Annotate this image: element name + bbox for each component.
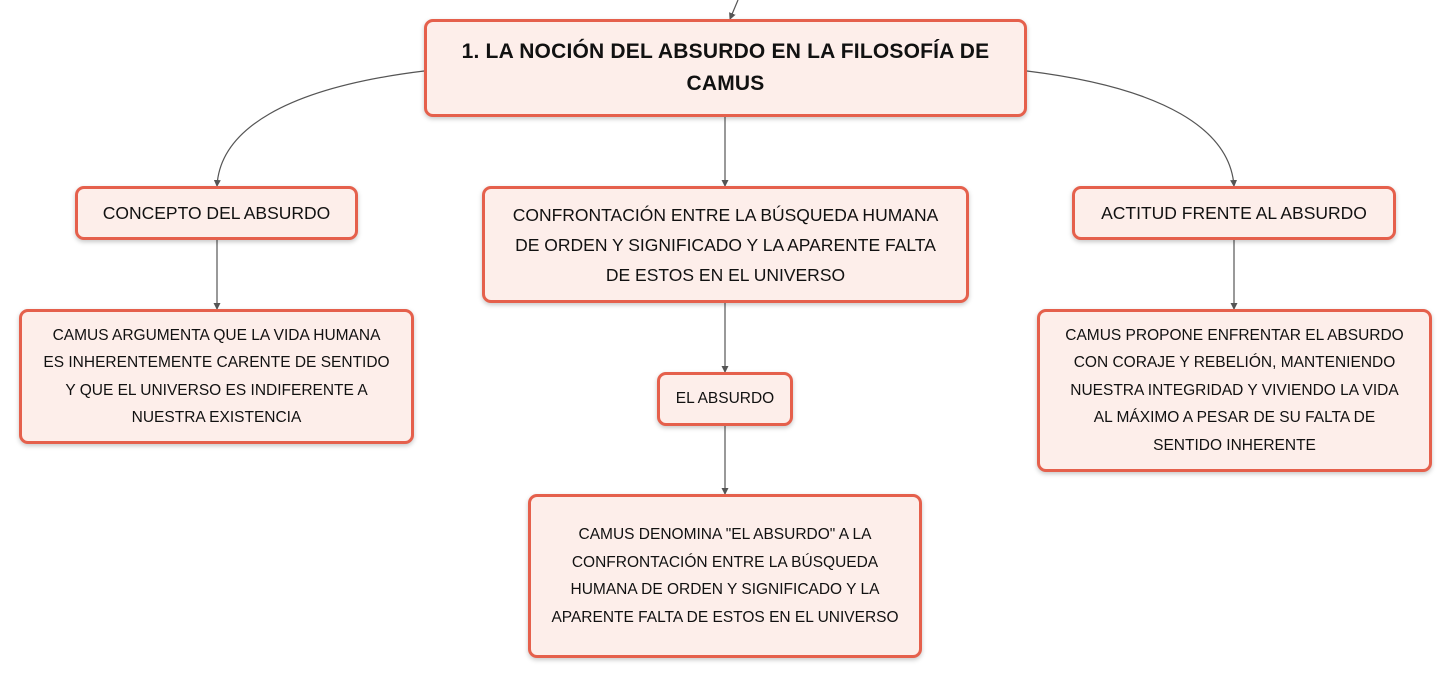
topic-actitud-label: ACTITUD FRENTE AL ABSURDO bbox=[1101, 203, 1367, 223]
subtopic-camus-denomina[interactable] bbox=[528, 494, 922, 658]
topic-confrontacion-label: CONFRONTACIÓN ENTRE LA BÚSQUEDA HUMANA DE ORDEN Y SIGNIFICADO Y LA APARENTE FALTA DE ESTOS EN EL UNIVERSO bbox=[512, 204, 939, 285]
topic-actitud-frente-al-absurdo[interactable] bbox=[1072, 186, 1396, 240]
connector-incoming bbox=[730, 0, 738, 19]
topic-confrontacion[interactable] bbox=[482, 186, 969, 303]
subtopic-denomina-label: CAMUS DENOMINA "EL ABSURDO" A LA CONFRONTACIÓN ENTRE LA BÚSQUEDA HUMANA DE ORDEN Y SIGNIFICADO Y LA APARENTE FALTA DE ESTOS EN EL UNIVERSO bbox=[551, 526, 899, 626]
root-topic-node[interactable] bbox=[424, 19, 1027, 117]
subtopic-el-absurdo[interactable] bbox=[657, 372, 793, 426]
connector-root-concepto bbox=[217, 71, 424, 186]
subtopic-propone-label: CAMUS PROPONE ENFRENTAR EL ABSURDO CON CORAJE Y REBELIÓN, MANTENIENDO NUESTRA INTEGRIDAD Y VIVIENDO LA VIDA AL MÁXIMO A PESAR DE SU FALTA DE SENTIDO INHERENTE bbox=[1065, 326, 1404, 454]
subtopic-vida-carente-de-sentido[interactable] bbox=[19, 309, 414, 444]
subtopic-absurdo-label: EL ABSURDO bbox=[675, 390, 775, 408]
topic-concepto-del-absurdo[interactable] bbox=[75, 186, 358, 240]
subtopic-vida-label: CAMUS ARGUMENTA QUE LA VIDA HUMANA ES INHERENTEMENTE CARENTE DE SENTIDO Y QUE EL UNIVERSO ES INDIFERENTE A NUESTRA EXISTENCIA bbox=[43, 326, 390, 426]
subtopic-camus-propone[interactable] bbox=[1037, 309, 1432, 472]
root-topic-label: 1. LA NOCIÓN DEL ABSURDO EN LA FILOSOFÍA DE CAMUS bbox=[461, 40, 990, 95]
topic-concepto-label: CONCEPTO DEL ABSURDO bbox=[102, 203, 331, 223]
connector-root-actitud bbox=[1027, 71, 1234, 186]
